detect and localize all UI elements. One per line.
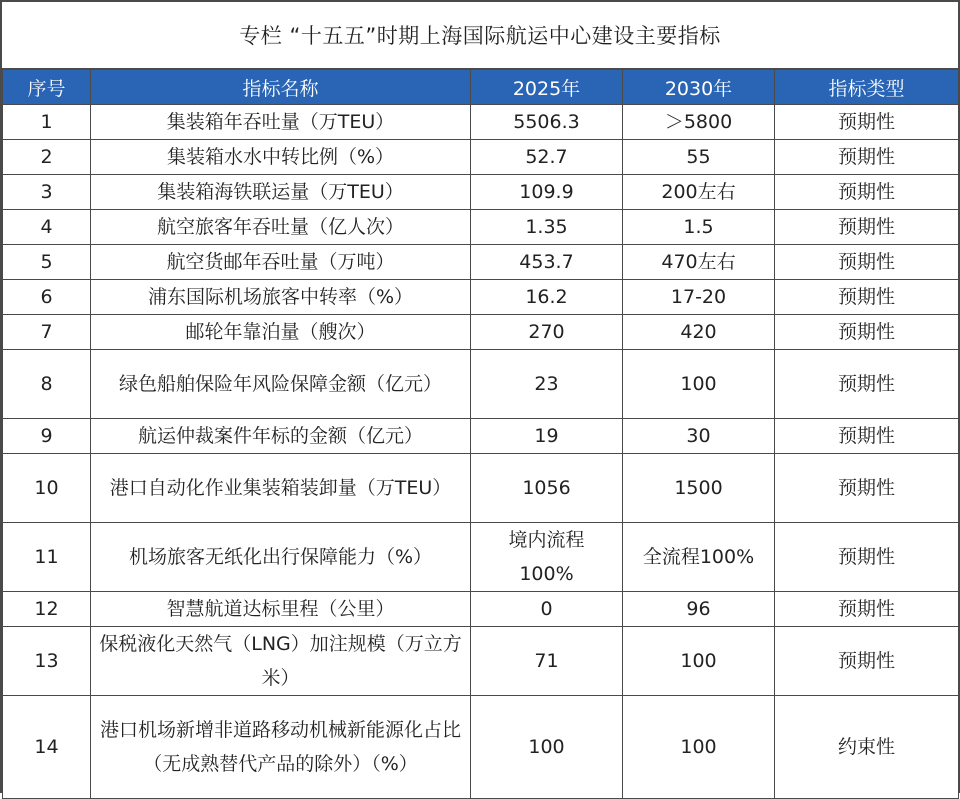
table-row: [3, 419, 959, 454]
cell-indicator-name: 航空旅客年吞吐量（亿人次）: [91, 210, 471, 245]
table-row: [3, 627, 959, 696]
header-index: 序号: [3, 70, 91, 105]
cell-index: 11: [3, 523, 91, 592]
table-row: [3, 140, 959, 175]
cell-2025: 109.9: [471, 175, 623, 210]
table-row: [3, 523, 959, 592]
cell-indicator-name: 保税液化天然气（LNG）加注规模（万立方米）: [91, 627, 471, 696]
cell-2025: 1.35: [471, 210, 623, 245]
header-2025: 2025年: [471, 70, 623, 105]
cell-indicator-name: 集装箱年吞吐量（万TEU）: [91, 105, 471, 140]
cell-index: 7: [3, 315, 91, 350]
cell-indicator-name: 港口自动化作业集装箱装卸量（万TEU）: [91, 454, 471, 523]
cell-indicator-name: 机场旅客无纸化出行保障能力（%）: [91, 523, 471, 592]
cell-2030: 200左右: [623, 175, 775, 210]
cell-index: 13: [3, 627, 91, 696]
cell-2030: ＞5800: [623, 105, 775, 140]
cell-index: 12: [3, 592, 91, 627]
cell-2025: 5506.3: [471, 105, 623, 140]
cell-index: 14: [3, 696, 91, 799]
header-2030: 2030年: [623, 70, 775, 105]
cell-2030: 470左右: [623, 245, 775, 280]
cell-indicator-name: 绿色船舶保险年风险保障金额（亿元）: [91, 350, 471, 419]
cell-2030: 100: [623, 627, 775, 696]
cell-index: 10: [3, 454, 91, 523]
cell-type: 约束性: [775, 696, 959, 799]
cell-2030: 1500: [623, 454, 775, 523]
cell-index: 9: [3, 419, 91, 454]
cell-type: 预期性: [775, 280, 959, 315]
cell-2030: 420: [623, 315, 775, 350]
cell-type: 预期性: [775, 454, 959, 523]
table-row: [3, 350, 959, 419]
cell-index: 8: [3, 350, 91, 419]
table-header-row: [3, 70, 959, 105]
cell-type: 预期性: [775, 592, 959, 627]
table-row: [3, 210, 959, 245]
cell-type: 预期性: [775, 140, 959, 175]
cell-2030: 17-20: [623, 280, 775, 315]
cell-2030: 100: [623, 696, 775, 799]
cell-2030: 55: [623, 140, 775, 175]
table-row: [3, 175, 959, 210]
cell-2025: 52.7: [471, 140, 623, 175]
cell-2025: 23: [471, 350, 623, 419]
cell-2025: 19: [471, 419, 623, 454]
cell-type: 预期性: [775, 105, 959, 140]
cell-type: 预期性: [775, 419, 959, 454]
cell-index: 5: [3, 245, 91, 280]
cell-2025: 270: [471, 315, 623, 350]
table-row: [3, 315, 959, 350]
cell-type: 预期性: [775, 315, 959, 350]
cell-indicator-name: 集装箱海铁联运量（万TEU）: [91, 175, 471, 210]
cell-2025: 0: [471, 592, 623, 627]
table-row: [3, 454, 959, 523]
cell-2030: 全流程100%: [623, 523, 775, 592]
cell-indicator-name: 航运仲裁案件年标的金额（亿元）: [91, 419, 471, 454]
cell-type: 预期性: [775, 523, 959, 592]
cell-indicator-name: 航空货邮年吞吐量（万吨）: [91, 245, 471, 280]
table-row: [3, 245, 959, 280]
cell-index: 3: [3, 175, 91, 210]
indicator-table: [2, 69, 959, 799]
cell-2030: 100: [623, 350, 775, 419]
header-indicator-name: 指标名称: [91, 70, 471, 105]
header-indicator-type: 指标类型: [775, 70, 959, 105]
table-title: 专栏 “十五五”时期上海国际航运中心建设主要指标: [2, 2, 958, 69]
cell-2025: 1056: [471, 454, 623, 523]
cell-indicator-name: 智慧航道达标里程（公里）: [91, 592, 471, 627]
cell-indicator-name: 集装箱水水中转比例（%）: [91, 140, 471, 175]
cell-index: 1: [3, 105, 91, 140]
cell-indicator-name: 港口机场新增非道路移动机械新能源化占比（无成熟替代产品的除外）（%）: [91, 696, 471, 799]
cell-type: 预期性: [775, 175, 959, 210]
cell-index: 2: [3, 140, 91, 175]
cell-2030: 96: [623, 592, 775, 627]
cell-type: 预期性: [775, 627, 959, 696]
cell-2025: 71: [471, 627, 623, 696]
table-row: [3, 592, 959, 627]
cell-2025: 境内流程100%: [471, 523, 623, 592]
cell-2025: 100: [471, 696, 623, 799]
table-row: [3, 105, 959, 140]
cell-2025: 16.2: [471, 280, 623, 315]
cell-indicator-name: 浦东国际机场旅客中转率（%）: [91, 280, 471, 315]
cell-2025: 453.7: [471, 245, 623, 280]
cell-type: 预期性: [775, 210, 959, 245]
cell-2030: 1.5: [623, 210, 775, 245]
cell-type: 预期性: [775, 350, 959, 419]
cell-indicator-name: 邮轮年靠泊量（艘次）: [91, 315, 471, 350]
cell-type: 预期性: [775, 245, 959, 280]
table-row: [3, 280, 959, 315]
table-row: [3, 696, 959, 799]
cell-2030: 30: [623, 419, 775, 454]
cell-index: 6: [3, 280, 91, 315]
cell-index: 4: [3, 210, 91, 245]
